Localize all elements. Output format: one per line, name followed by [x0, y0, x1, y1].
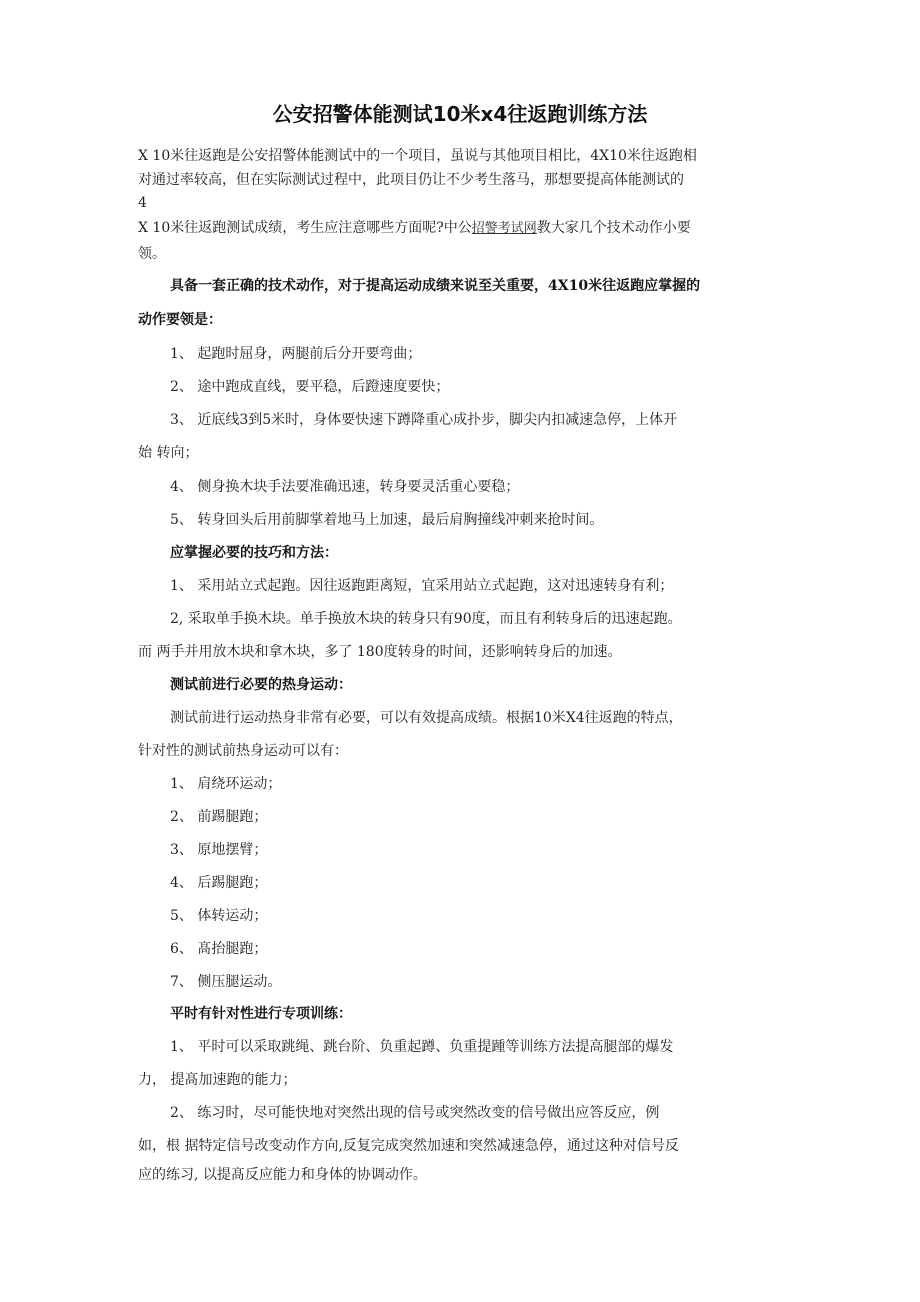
paragraph-line: 针对性的测试前热身运动可以有：	[138, 743, 348, 759]
list-item: 1、 肩绕环运动；	[170, 776, 282, 792]
paragraph-line: 2、 练习时，尽可能快地对突然出现的信号或突然改变的信号做出应答反应，例	[170, 1105, 660, 1121]
intro-line-5: 领。	[138, 246, 166, 262]
paragraph-line: 2, 采取单手换木块。单手换放木块的转身只有90度，而且有利转身后的迅速起跑。	[170, 611, 682, 627]
list-item: 6、 髙抬腿跑；	[170, 941, 268, 957]
list-item: 5、 体转运动；	[170, 908, 268, 924]
list-item: 7、 侧压腿运动。	[170, 974, 282, 990]
paragraph-line: 1、 采用站立式起跑。因往返跑距离短，宜采用站立式起跑，这对迅速转身有利；	[170, 578, 674, 594]
list-item: 5、 转身回头后用前脚掌着地马上加速，最后肩胸撞线冲刺来抢时间。	[170, 512, 604, 528]
section4-heading: 平时有针对性进行专项训练：	[170, 1006, 352, 1022]
list-item: 2、 前踢腿跑；	[170, 809, 268, 825]
exam-site-link[interactable]: 招警考试网	[471, 221, 537, 236]
paragraph-line: 力， 提髙加速跑的能力；	[138, 1072, 297, 1088]
list-item: 4、 后踢腿跑；	[170, 875, 268, 891]
intro-line-4	[138, 218, 691, 239]
list-item: 1、 起跑时屈身，两腿前后分开要弯曲；	[170, 346, 422, 362]
section1-heading-line-2: 动作要领是：	[138, 312, 222, 328]
list-item: 3、 近底线3到5米时，身体要快速下蹲降重心成扑步，脚尖内扣减速急停，上体开	[170, 412, 678, 428]
paragraph-line: 如，根 据特定信号改变动作方向,反复完成突然加速和突然减速急停，通过这种对信号反	[138, 1138, 679, 1154]
section3-heading: 测试前进行必要的热身运动：	[170, 677, 352, 693]
paragraph-line: 而 两手并用放木块和拿木块，多了 180度转身的时间，还影响转身后的加速。	[138, 644, 622, 660]
intro-line-4-end: 教大家几个技术动作小要	[536, 220, 691, 236]
intro-line-3: 4	[138, 195, 147, 211]
intro-line-2: 对通过率较高，但在实际测试过程中，此项目仍让不少考生落马，那想要提高体能测试的	[138, 172, 684, 188]
intro-line-4-start: X 10米往返跑测试成绩，考生应注意哪些方面呢?中公	[138, 220, 472, 236]
list-item: 2、 途中跑成直线，要平稳，后蹬速度要快；	[170, 379, 450, 395]
list-item: 4、 侧身换木块手法要准确迅速，转身要灵活重心要稳；	[170, 479, 520, 495]
paragraph-line: 应的练习, 以提髙反应能力和身体的协调动作。	[138, 1167, 427, 1183]
intro-line-1: X 10米往返跑是公安招警体能测试中的一个项目，虽说与其他项目相比，4X10米往返跑相	[138, 148, 697, 164]
paragraph-line: 1、 平时可以采取跳绳、跳台阶、负重起蹲、负重提踵等训练方法提高腿部的爆发	[170, 1039, 674, 1055]
page-title: 公安招警体能测试10米x4往返跑训练方法	[272, 102, 648, 126]
section2-heading: 应掌握必要的技巧和方法：	[170, 545, 338, 561]
list-item: 3、 原地摆臂；	[170, 842, 268, 858]
section1-heading-line-1: 具备一套正确的技术动作，对于提高运动成绩来说至关重要，4X10米往返跑应掌握的	[170, 278, 701, 294]
paragraph-line: 测试前进行运动热身非常有必要，可以有效提高成绩。根据10米X4往返跑的特点，	[170, 710, 683, 726]
list-item-continuation: 始 转向；	[138, 445, 199, 461]
